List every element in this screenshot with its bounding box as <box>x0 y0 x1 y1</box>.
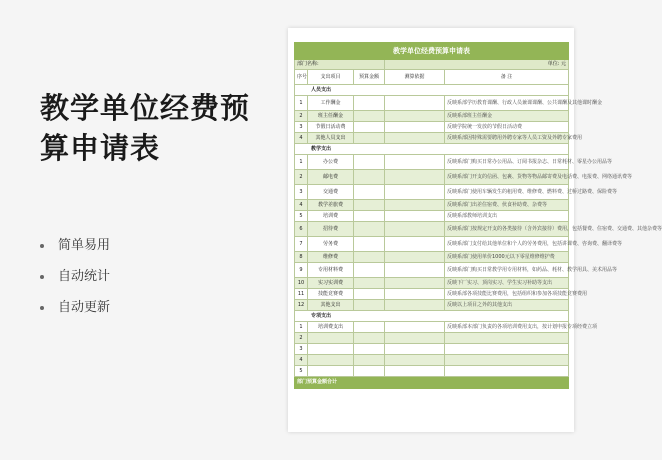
total-row <box>295 377 569 389</box>
table-row <box>295 170 569 185</box>
remark-cell: 反映系部门购买日常办公用品、订阅书报杂志、日常耗材、零星办公用品等 <box>445 155 569 170</box>
row-number: 2 <box>295 170 308 185</box>
row-number: 3 <box>295 185 308 200</box>
budget-amount-cell <box>354 344 385 355</box>
expense-item: 邮电费 <box>308 170 354 185</box>
header-cell: 预算金额 <box>354 70 385 85</box>
expense-item: 教学差旅费 <box>308 200 354 211</box>
remark-cell: 反映系部教师培训支出 <box>445 211 569 222</box>
feature-item <box>40 261 110 292</box>
remark-cell: 反映学院统一发放的节假日活动费 <box>445 122 569 133</box>
row-number: 8 <box>295 252 308 263</box>
unit-label: 单位: 元 <box>385 60 569 70</box>
row-number: 4 <box>295 200 308 211</box>
form-title: 教学单位经费预算申请表 <box>295 43 569 60</box>
remark-cell: 反映系部各项技能比赛费用，包括组织和参加各项技能竞赛费用 <box>445 289 569 300</box>
remark-cell: 反映系部门支付给其他单位和个人的劳务费用，包括讲课费、咨询费、翻译费等 <box>445 237 569 252</box>
row-number: 2 <box>295 111 308 122</box>
row-number: 3 <box>295 344 308 355</box>
expense-item: 其他支出 <box>308 300 354 311</box>
budget-amount-cell <box>354 366 385 377</box>
calculation-basis-cell <box>385 170 445 185</box>
table-row <box>295 222 569 237</box>
calculation-basis-cell <box>385 237 445 252</box>
row-number: 11 <box>295 289 308 300</box>
calculation-basis-cell <box>385 289 445 300</box>
budget-amount-cell <box>354 289 385 300</box>
table-row <box>295 111 569 122</box>
budget-amount-cell <box>354 237 385 252</box>
feature-item <box>40 230 110 261</box>
section-row <box>295 85 569 96</box>
remark-cell <box>445 333 569 344</box>
bullet-icon <box>40 244 44 248</box>
table-row <box>295 155 569 170</box>
row-number: 2 <box>295 333 308 344</box>
table-row <box>295 96 569 111</box>
section-row <box>295 144 569 155</box>
budget-amount-cell <box>354 200 385 211</box>
budget-amount-cell <box>354 133 385 144</box>
calculation-basis-cell <box>385 344 445 355</box>
table-row <box>295 366 569 377</box>
expense-item: 交通费 <box>308 185 354 200</box>
feature-list <box>40 230 110 323</box>
calculation-basis-cell <box>385 211 445 222</box>
table-row <box>295 133 569 144</box>
expense-item: 办公费 <box>308 155 354 170</box>
calculation-basis-cell <box>385 122 445 133</box>
budget-amount-cell <box>354 355 385 366</box>
table-row <box>295 252 569 263</box>
table-row <box>295 263 569 278</box>
expense-item <box>308 355 354 366</box>
table-row <box>295 211 569 222</box>
calculation-basis-cell <box>385 300 445 311</box>
calculation-basis-cell <box>385 200 445 211</box>
total-label: 部门预算金额合计 <box>295 377 354 389</box>
remark-cell: 反映下厂实习、顶岗实习、学生实习补助等支出 <box>445 278 569 289</box>
section-title: 教学支出 <box>295 144 569 155</box>
remark-cell: 反映系部班主任酬金 <box>445 111 569 122</box>
row-number: 7 <box>295 237 308 252</box>
remark-cell: 反映系部门出差住宿费、伙食补助费、杂费等 <box>445 200 569 211</box>
table-row <box>295 333 569 344</box>
remark-cell: 反映系部门购买日常教学用专用材料，如药品、耗材、教学用具、美术用品等 <box>445 263 569 278</box>
row-number: 4 <box>295 355 308 366</box>
remark-cell: 反映系部学历教育课酬、行政人员兼课课酬、公共课酬及其他课时酬金 <box>445 96 569 111</box>
calculation-basis-cell <box>385 366 445 377</box>
expense-item <box>308 344 354 355</box>
calculation-basis-cell <box>385 355 445 366</box>
budget-amount-cell <box>354 96 385 111</box>
total-cell <box>385 377 445 389</box>
budget-amount-cell <box>354 170 385 185</box>
row-number: 1 <box>295 96 308 111</box>
feature-label: 简单易用 <box>58 238 111 253</box>
row-number: 5 <box>295 366 308 377</box>
budget-amount-cell <box>354 111 385 122</box>
remark-cell: 反映系部门使用车辆发生的租用费、维修费、燃料费、过桥过路费、保险费等 <box>445 185 569 200</box>
total-cell <box>354 377 385 389</box>
row-number: 6 <box>295 222 308 237</box>
section-row <box>295 311 569 322</box>
calculation-basis-cell <box>385 222 445 237</box>
form-title-row <box>295 43 569 60</box>
calculation-basis-cell <box>385 96 445 111</box>
section-title: 人员支出 <box>295 85 569 96</box>
table-row <box>295 200 569 211</box>
dept-label: 部门名称: <box>295 60 385 70</box>
remark-cell: 反映系部因特殊需要聘用外聘专家等人员工资及外聘专家费用 <box>445 133 569 144</box>
budget-amount-cell <box>354 122 385 133</box>
feature-label: 自动统计 <box>58 269 111 284</box>
calculation-basis-cell <box>385 322 445 333</box>
table-row <box>295 278 569 289</box>
calculation-basis-cell <box>385 111 445 122</box>
expense-item: 其他人员支出 <box>308 133 354 144</box>
expense-item <box>308 366 354 377</box>
section-title: 专项支出 <box>295 311 569 322</box>
budget-amount-cell <box>354 278 385 289</box>
row-number: 10 <box>295 278 308 289</box>
header-cell: 备 注 <box>445 70 569 85</box>
total-cell <box>445 377 569 389</box>
header-cell: 测算依据 <box>385 70 445 85</box>
remark-cell: 反映系部门按规定开支的各类接待（含外宾接待）费用，包括餐费、住宿费、交通费、其他杂费等 <box>445 222 569 237</box>
table-row <box>295 355 569 366</box>
bullet-icon <box>40 275 44 279</box>
row-number: 4 <box>295 133 308 144</box>
feature-item <box>40 292 110 323</box>
feature-label: 自动更新 <box>58 300 111 315</box>
table-row <box>295 289 569 300</box>
budget-amount-cell <box>354 333 385 344</box>
table-row <box>295 185 569 200</box>
expense-item: 实习实训费 <box>308 278 354 289</box>
budget-amount-cell <box>354 252 385 263</box>
expense-item: 工作酬金 <box>308 96 354 111</box>
budget-amount-cell <box>354 185 385 200</box>
header-cell: 支出项目 <box>308 70 354 85</box>
table-row <box>295 122 569 133</box>
table-row <box>295 344 569 355</box>
expense-item: 培训费 <box>308 211 354 222</box>
expense-item: 专用材料费 <box>308 263 354 278</box>
row-number: 1 <box>295 322 308 333</box>
headline-line-1: 教学单位经费预 <box>40 91 251 125</box>
remark-cell: 反映系部门开支的信函、包裹、货物等物品邮寄费及电话费、电报费、网络通讯费等 <box>445 170 569 185</box>
row-number: 3 <box>295 122 308 133</box>
budget-form-table <box>294 42 662 389</box>
expense-item: 维修费 <box>308 252 354 263</box>
row-number: 5 <box>295 211 308 222</box>
remark-cell: 反映系部门使用单价1000元以下零星维修维护费 <box>445 252 569 263</box>
row-number: 12 <box>295 300 308 311</box>
calculation-basis-cell <box>385 185 445 200</box>
header-cell: 序号 <box>295 70 308 85</box>
calculation-basis-cell <box>385 278 445 289</box>
headline-line-2: 算申请表 <box>40 131 161 165</box>
remark-cell <box>445 344 569 355</box>
expense-item: 班主任酬金 <box>308 111 354 122</box>
expense-item <box>308 333 354 344</box>
calculation-basis-cell <box>385 333 445 344</box>
calculation-basis-cell <box>385 252 445 263</box>
bullet-icon <box>40 306 44 310</box>
document-preview <box>288 28 662 432</box>
row-number: 1 <box>295 155 308 170</box>
budget-amount-cell <box>354 322 385 333</box>
row-number: 9 <box>295 263 308 278</box>
budget-amount-cell <box>354 222 385 237</box>
promo-panel <box>40 88 270 168</box>
budget-amount-cell <box>354 263 385 278</box>
budget-amount-cell <box>354 300 385 311</box>
expense-item: 节假日活动费 <box>308 122 354 133</box>
remark-cell <box>445 366 569 377</box>
form-meta-row <box>295 60 569 70</box>
budget-amount-cell <box>354 155 385 170</box>
remark-cell: 反映以上项目之外的其他支出 <box>445 300 569 311</box>
expense-item: 劳务费 <box>308 237 354 252</box>
table-row <box>295 322 569 333</box>
expense-item: 技能竞赛费 <box>308 289 354 300</box>
remark-cell: 反映系部本部门负责的各项培训费用支出，按计划申报专项经费立项 <box>445 322 569 333</box>
calculation-basis-cell <box>385 263 445 278</box>
calculation-basis-cell <box>385 155 445 170</box>
table-row <box>295 300 569 311</box>
table-row <box>295 237 569 252</box>
expense-item: 招待费 <box>308 222 354 237</box>
budget-amount-cell <box>354 211 385 222</box>
remark-cell <box>445 355 569 366</box>
header-row <box>295 70 569 85</box>
expense-item: 培训费支出 <box>308 322 354 333</box>
calculation-basis-cell <box>385 133 445 144</box>
